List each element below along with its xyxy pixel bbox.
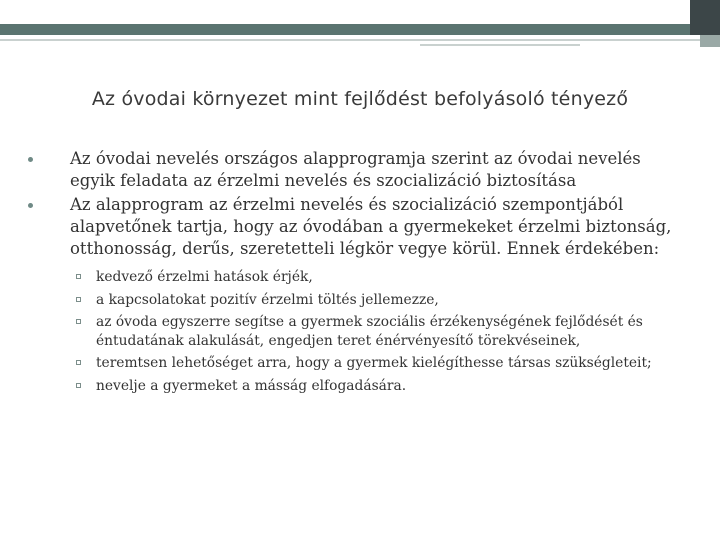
sub-bullet-text: a kapcsolatokat pozitív érzelmi töltés jellemezze, [96, 291, 439, 308]
bullet-text: Az alapprogram az érzelmi nevelés és szocializáció szempontjából alapvetőnek tartja, hogy az óvodában a gyermekeket érzelmi biztonság, otthonosság, derűs, szeretetteli légkör vegye körül. Ennek érdekében: [70, 195, 672, 258]
sub-bullet-text: teremtsen lehetőséget arra, hogy a gyermek kielégíthesse társas szükségleteit; [96, 355, 652, 371]
sub-bullet-text: nevelje a gyermeket a másság elfogadására. [96, 377, 407, 394]
sub-bullet-text: az óvoda egyszerre segítse a gyermek szociális érzékenységének fejlődését és éntudatának alakulását, engedjen teret énérvényesítő törekvéseinek, [96, 314, 643, 349]
slide-content [22, 148, 687, 399]
bullet-item [22, 194, 687, 395]
sub-bullet-item [70, 268, 687, 287]
sub-bullet-item [70, 354, 687, 373]
square-bullet-icon [76, 360, 81, 365]
bullet-item [22, 148, 687, 192]
header-bar-top [0, 0, 720, 24]
header-bar-strip [700, 35, 720, 47]
square-bullet-icon [76, 297, 81, 302]
bullet-dot-icon [28, 203, 33, 208]
sub-bullet-text: kedvező érzelmi hatások érjék, [96, 269, 313, 285]
square-bullet-icon [76, 319, 81, 324]
bullet-list [22, 148, 687, 395]
square-bullet-icon [76, 383, 81, 388]
sub-bullet-list [70, 268, 687, 395]
header-divider [0, 39, 700, 41]
header-divider-accent [420, 44, 580, 46]
bullet-text: Az óvodai nevelés országos alapprogramja szerint az óvodai nevelés egyik feladata az érzelmi nevelés és szocializáció biztosítása [70, 149, 641, 190]
header-bar [0, 24, 690, 35]
sub-bullet-item [70, 313, 687, 350]
bullet-dot-icon [28, 157, 33, 162]
sub-bullet-item [70, 291, 687, 310]
header-bar-corner [690, 0, 720, 35]
sub-bullet-item [70, 377, 687, 396]
square-bullet-icon [76, 274, 81, 279]
slide-title: Az óvodai környezet mint fejlődést befolyásoló tényező [91, 88, 629, 110]
